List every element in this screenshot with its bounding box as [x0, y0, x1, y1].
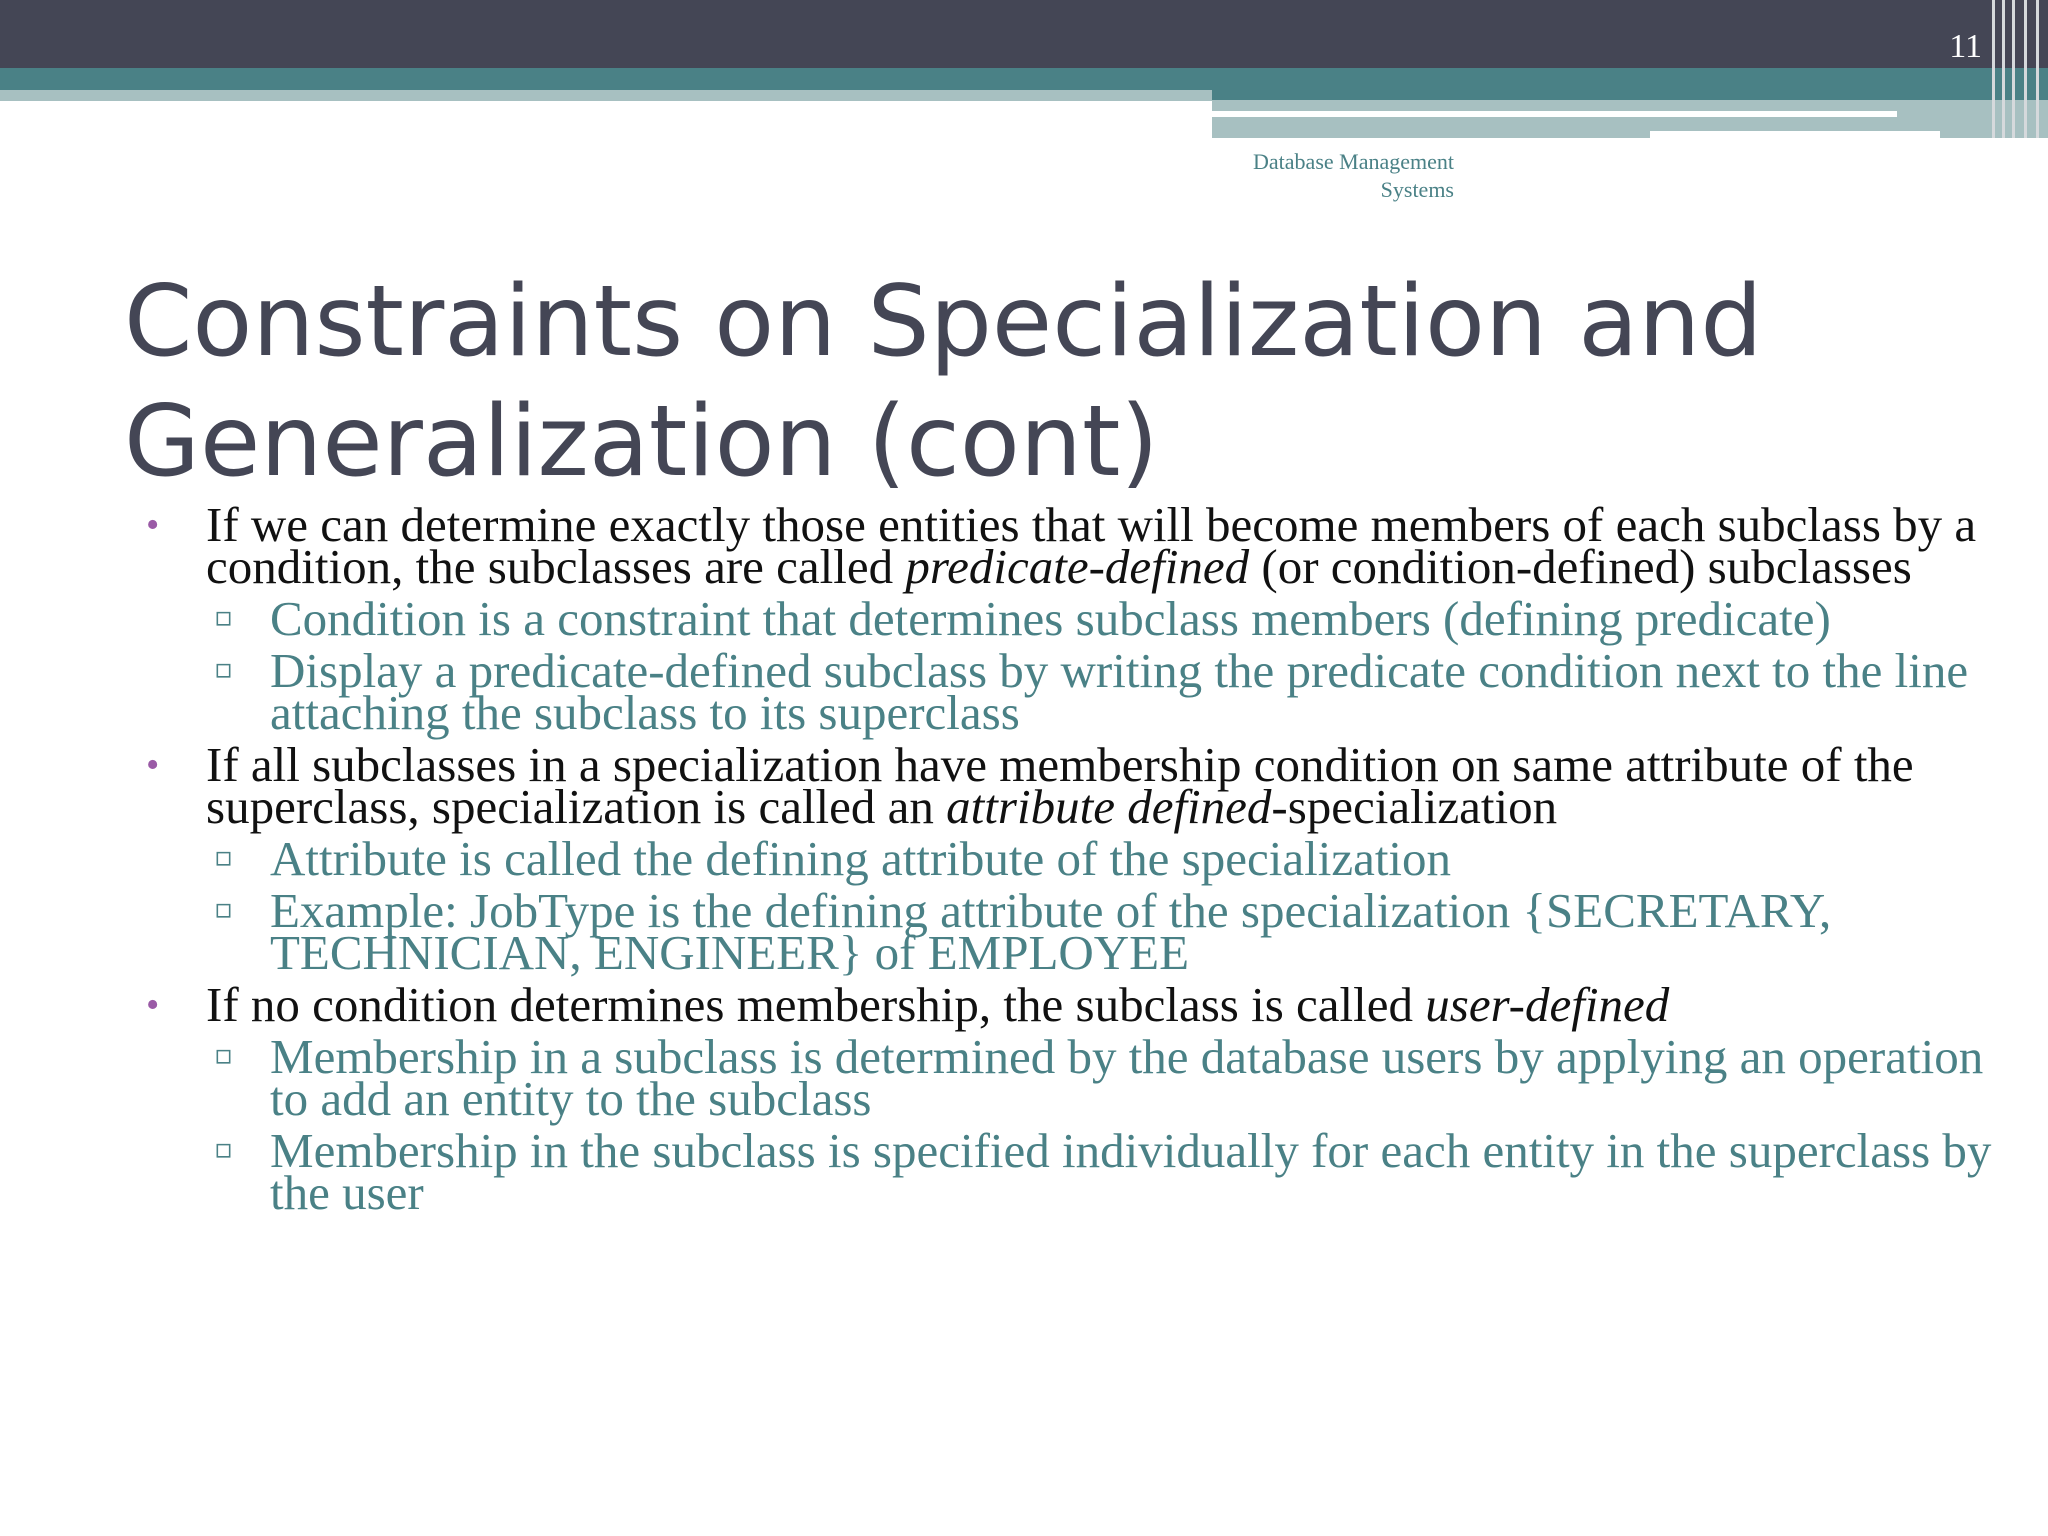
course-footer-line: Systems	[1380, 177, 1454, 202]
bullet-text: If all subclasses in a specialization have membership condition on same attribute of the superclass, specialization is called an	[206, 737, 1914, 834]
header-dark-band	[0, 0, 2048, 68]
square-bullet-icon: ▫	[214, 652, 233, 685]
bullet-dot-icon: •	[146, 504, 160, 546]
bullet-item	[146, 737, 2026, 834]
bullet-dot-icon: •	[146, 984, 160, 1026]
header-stripe	[1992, 0, 1995, 138]
sub-bullet-text: Membership in a subclass is determined by the database users by applying an operation to add an entity to the subclass	[270, 1029, 1984, 1126]
slide-title: Constraints on Specialization and Generalization (cont)	[124, 265, 1763, 499]
square-bullet-icon: ▫	[214, 892, 233, 925]
bullet-item	[146, 497, 2026, 594]
bullet-text: If we can determine exactly those entities that will become members of each subclass by a condition, the subclasses are called	[206, 497, 1977, 594]
sub-bullet-text: Display a predicate-defined subclass by writing the predicate condition next to the line attaching the subclass to its superclass	[270, 643, 1969, 740]
header-stripe	[2002, 0, 2005, 138]
sub-bullet-item	[146, 643, 2026, 740]
header-teal-band	[0, 68, 1212, 90]
bullet-text: -specialization	[1271, 779, 1558, 834]
square-bullet-icon: ▫	[214, 600, 233, 633]
bullet-emphasis: predicate-defined	[905, 539, 1250, 594]
sub-bullet-text: Condition is a constraint that determines subclass members (defining predicate)	[270, 591, 1831, 646]
sub-bullet-text: Example: JobType is the defining attribute of the specialization {SECRETARY, TECHNICIAN, ENGINEER} of EMPLOYEE	[270, 883, 1832, 980]
sub-bullet-text: Membership in the subclass is specified individually for each entity in the superclass by the user	[270, 1123, 1992, 1220]
square-bullet-icon: ▫	[214, 1038, 233, 1071]
sub-bullet-item	[146, 591, 2026, 646]
slide-content	[146, 497, 2026, 1224]
sub-bullet-item	[146, 1029, 2026, 1126]
bullet-emphasis: user-defined	[1425, 977, 1670, 1032]
course-footer	[1140, 148, 1454, 204]
sub-bullet-item	[146, 883, 2026, 980]
bullet-emphasis: attribute defined	[946, 779, 1272, 834]
sub-bullet-text: Attribute is called the defining attribute of the specialization	[270, 831, 1452, 886]
sub-bullet-item	[146, 1123, 2026, 1220]
bullet-text: If no condition determines membership, the subclass is called	[206, 977, 1426, 1032]
slide-number: 11	[1949, 28, 1982, 65]
header-stripe	[2024, 0, 2027, 138]
square-bullet-icon: ▫	[214, 840, 233, 873]
header-stripe	[2012, 0, 2015, 138]
header-accent-line	[1650, 131, 1940, 138]
bullet-dot-icon: •	[146, 744, 160, 786]
header-light-band	[0, 90, 1212, 101]
course-footer-line: Database Management	[1253, 149, 1454, 174]
sub-bullet-item	[146, 831, 2026, 886]
bullet-text: (or condition-defined) subclasses	[1249, 539, 1912, 594]
bullet-item	[146, 977, 2026, 1032]
header-accent-line	[1212, 111, 1897, 117]
square-bullet-icon: ▫	[214, 1132, 233, 1165]
header-teal-band-right	[1212, 68, 2048, 100]
header-stripe	[2036, 0, 2039, 138]
